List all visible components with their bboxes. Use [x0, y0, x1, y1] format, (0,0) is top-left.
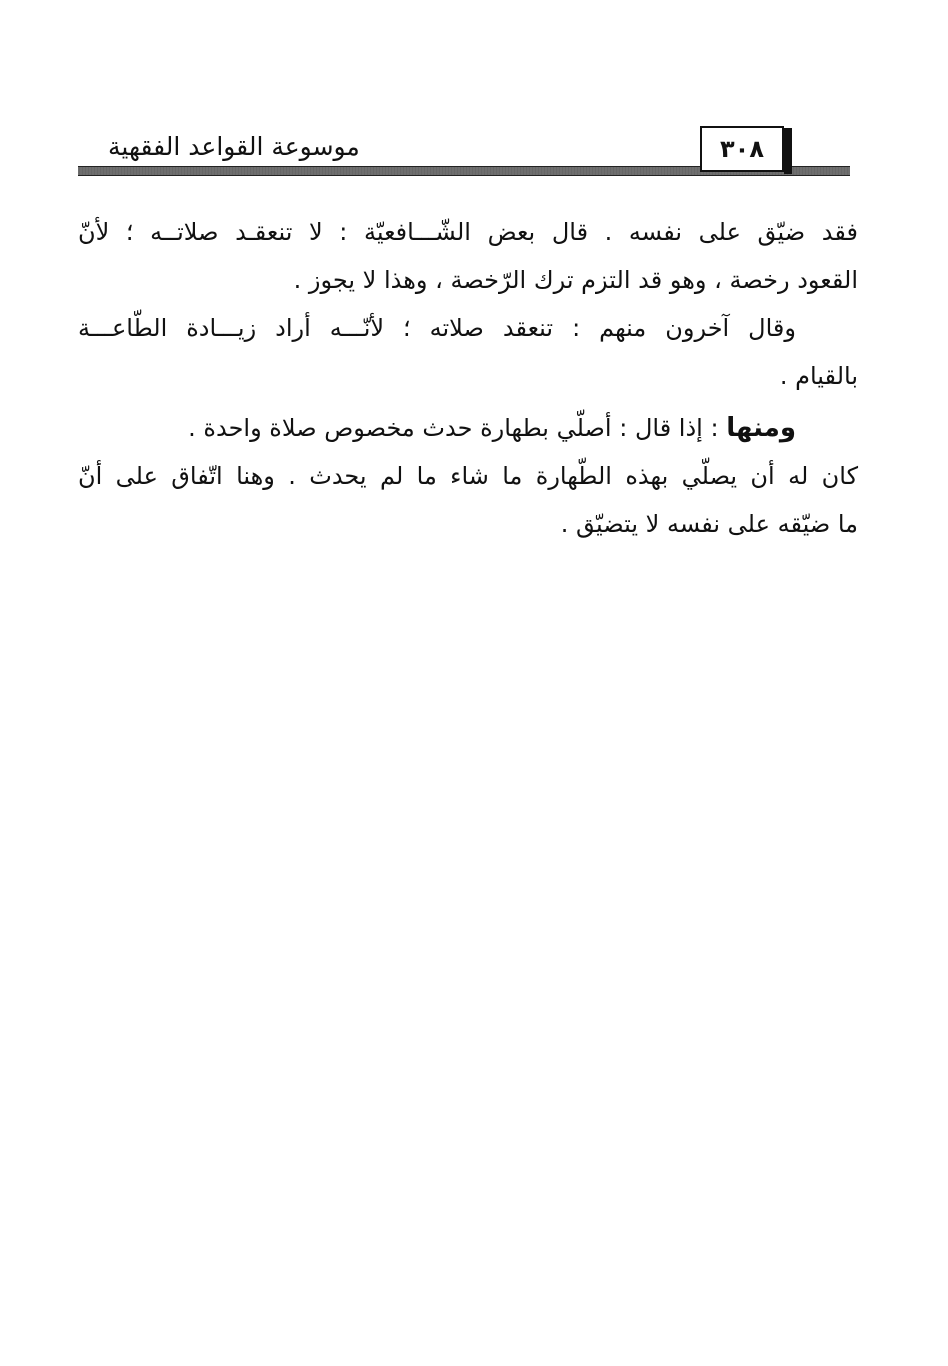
- text-line: بالقيام .: [779, 362, 858, 390]
- page-number-shadow: [784, 128, 792, 174]
- lead-word: ومنها: [726, 413, 796, 443]
- text-line: كان له أن يصلّي بهذه الطّهارة ما شاء ما لم يحدث . وهنا اتّفاق على أنّ: [78, 462, 858, 490]
- page-header: [78, 122, 850, 178]
- paragraph: [78, 304, 858, 400]
- body-text: [78, 208, 858, 548]
- text-line: القعود رخصة ، وهو قد التزم ترك الرّخصة ، وهذا لا يجوز .: [293, 266, 858, 294]
- text-line: [78, 404, 858, 452]
- text-line: ما ضيّقه على نفسه لا يتضيّق .: [560, 510, 858, 538]
- page-number: ٣٠٨: [700, 126, 784, 172]
- text-line: وقال آخرون منهم : تنعقد صلاته ؛ لأنّـــه أراد زيـــادة الطّاعـــة: [78, 314, 796, 342]
- book-title: موسوعة القواعد الفقهية: [108, 132, 360, 161]
- paragraph: [78, 208, 858, 304]
- text-line: فقد ضيّق على نفسه . قال بعض الشّـــافعيّة : لا تنعقـد صلاتــه ؛ لأنّ: [78, 218, 858, 246]
- text-fragment: : إذا قال : أصلّي بطهارة حدث مخصوص صلاة واحدة .: [188, 414, 719, 442]
- paragraph: [78, 404, 858, 548]
